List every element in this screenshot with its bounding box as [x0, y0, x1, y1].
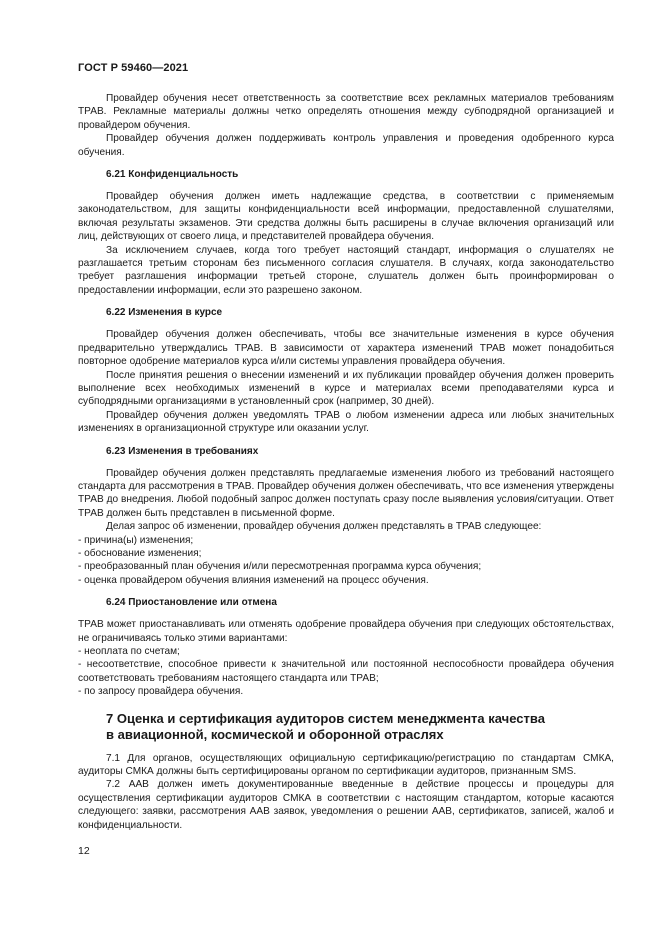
page-number: 12 — [78, 845, 90, 857]
list-item: - причина(ы) изменения; — [78, 534, 194, 546]
paragraph: Провайдер обучения должен представлять предлагаемые изменения любого из требований настоящего стандарта для рассмотрения в ТРАВ. Провайдер обучения должен обеспечивать, что все изменения утверждены ТРАВ до внедрения. Любой подобный запрос должен поступать сразу после выявления условия/ситуации. Ответ ТРАВ должен быть представлен в письменной форме. — [78, 467, 614, 519]
list-item: - оценка провайдером обучения влияния изменений на процесс обучения. — [78, 574, 429, 586]
section-heading-6-23: 6.23 Изменения в требованиях — [106, 445, 259, 457]
paragraph: Провайдер обучения должен иметь надлежащие средства, в соответствии с применяемым законодательством, для защиты конфиденциальности всей информации, предоставленной слушателями, включая результаты экзаменов. Эти средства должны быть расширены в случае включения организаций или лиц, действующих от своего лица, и представителей провайдера обучения. — [78, 191, 614, 243]
list-item: - неоплата по счетам; — [78, 646, 180, 657]
paragraph: Провайдер обучения несет ответственность за соответствие всех рекламных материалов требованиям ТРАВ. Рекламные материалы должны четко определять отношения между субподрядной организацией и провайдером обучения. — [78, 93, 614, 131]
chapter-heading-7 — [78, 711, 614, 743]
chapter-heading-line-2: в авиационной, космической и оборонной отраслях — [106, 726, 444, 742]
paragraph: Делая запрос об изменении, провайдер обучения должен представлять в ТРАВ следующее: — [106, 521, 542, 533]
chapter-heading-line-1: 7 Оценка и сертификация аудиторов систем менеджмента качества — [106, 710, 545, 726]
section-heading-6-24: 6.24 Приостановление или отмена — [106, 597, 277, 609]
paragraph: За исключением случаев, когда того требует настоящий стандарт, информация о слушателях не разглашается третьим сторонам без письменного согласия слушателя. В случаях, когда законодательство требует разглашения информации третьей стороне, слушатель должен быть проинформирован о предоставлении информации, если это разрешено законом. — [78, 244, 614, 296]
paragraph: ТРАВ может приостанавливать или отменять одобрение провайдера обучения при следующих обстоятельствах, не ограничиваясь только этими вариантами: — [78, 619, 614, 644]
paragraph: 7.2 ААВ должен иметь документированные введенные в действие процессы и процедуры для осуществления сертификации аудиторов СМКА в соответствии с настоящим стандартом, которые касаются следующего: заявки, рассмотрения ААВ заявок, уведомления о решении ААВ, сертификатов, записей, жалоб и конфиденциальности. — [78, 779, 614, 831]
paragraph: Провайдер обучения должен поддерживать контроль управления и проведения одобренного курса обучения. — [78, 133, 614, 158]
section-heading-6-21: 6.21 Конфиденциальность — [106, 169, 239, 181]
list-item: - обоснование изменения; — [78, 547, 202, 559]
paragraph: 7.1 Для органов, осуществляющих официальную сертификацию/регистрацию по стандартам СМКА, аудиторы СМКА должны быть сертифицированы органом по сертификации аудиторов, признанным SMS. — [78, 752, 614, 778]
page-content — [78, 92, 614, 832]
paragraph: Провайдер обучения должен уведомлять ТРАВ о любом изменении адреса или любых значительных изменениях в организационной структуре или оказании услуг. — [78, 409, 614, 435]
paragraph: Провайдер обучения должен обеспечивать, чтобы все значительные изменения в курсе обучения предварительно утверждались ТРАВ. В зависимости от характера изменений ТРАВ может понадобиться повторное одобрение материалов курса и/или системы управления провайдера обучения. — [78, 329, 614, 368]
list-item: - несоответствие, способное привести к значительной или постоянной неспособности провайдера обучения соответствовать требованиям настоящего стандарта или ТРАВ; — [78, 659, 614, 684]
list-item: - по запросу провайдера обучения. — [78, 686, 244, 698]
paragraph: После принятия решения о внесении изменений и их публикации провайдер обучения должен проверить выполнение всех необходимых изменений в курсе и материалах всеми преподавателями курса и субподрядными организациями в установленный срок (например, 30 дней). — [78, 369, 614, 408]
list-item: - преобразованный план обучения и/или пересмотренная программа курса обучения; — [78, 561, 482, 573]
standard-header: ГОСТ Р 59460—2021 — [78, 62, 189, 74]
section-heading-6-22: 6.22 Изменения в курсе — [106, 307, 223, 319]
